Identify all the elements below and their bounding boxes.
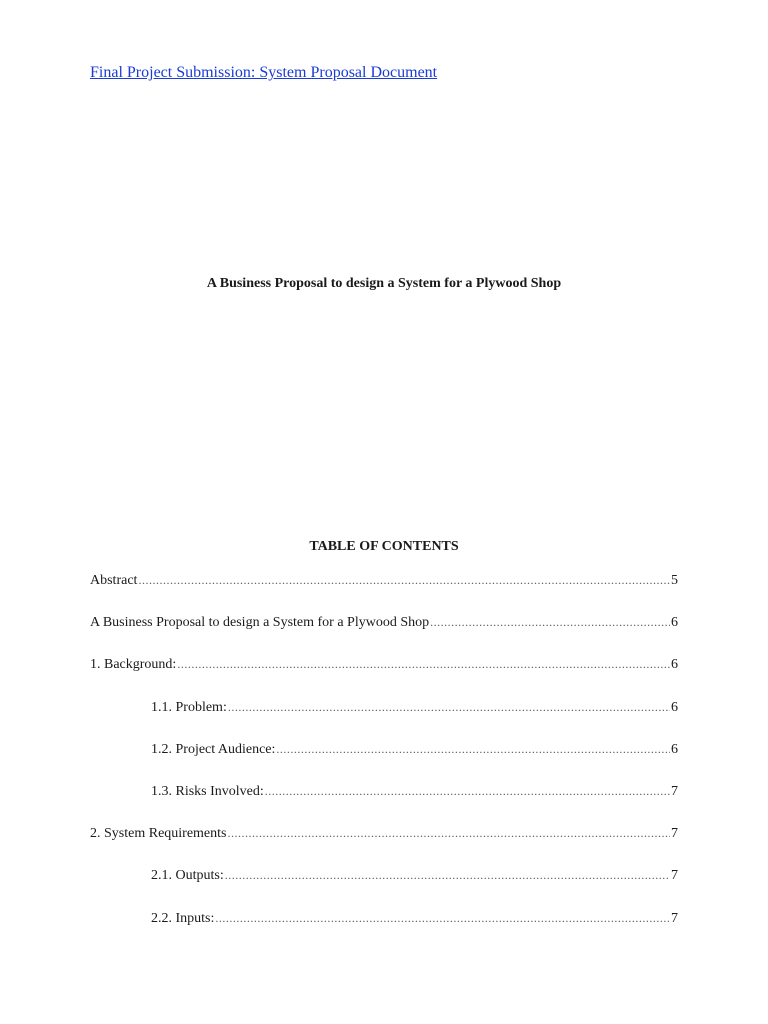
toc-entry-text: 1. Background: [90,657,177,673]
toc-entry-page: 5 [671,573,678,588]
toc-heading: TABLE OF CONTENTS [309,539,459,554]
document-title: A Business Proposal to design a System for a Plywood Shop [206,276,562,291]
toc-entry-page: 7 [671,826,678,842]
toc-entry-text: 2.2. Inputs: [151,910,215,926]
toc-entry-page: 6 [671,657,678,673]
toc-entry-outputs[interactable] [90,868,678,910]
toc-entry-page: 6 [671,699,678,715]
toc-entry-text: 2. System Requirements [90,826,227,842]
toc-entry-text: 1.1. Problem: [151,699,227,715]
toc-entry-page: 7 [671,910,678,926]
toc-entry-problem[interactable] [90,700,678,742]
toc-entry-page: 6 [671,615,678,631]
toc-leader-dots [228,700,670,715]
toc-entry-risks-involved[interactable] [90,784,678,826]
toc-leader-dots [228,826,671,841]
toc-entry-abstract[interactable] [90,573,678,615]
toc-entry-text: 2.1. Outputs: [151,868,224,884]
toc-entry-system-requirements[interactable] [90,826,678,868]
toc-leader-dots [225,868,670,883]
toc-entry-text: 1.2. Project Audience: [151,741,276,757]
toc-entry-inputs[interactable] [90,911,678,953]
toc-entry-page: 7 [671,868,678,884]
header-link[interactable]: Final Project Submission: System Proposal Document [90,64,438,81]
toc-entry-business-proposal[interactable] [90,615,678,657]
toc-leader-dots [430,615,670,630]
toc-entry-text: Abstract [90,573,138,588]
table-of-contents [90,573,678,953]
toc-entry-project-audience[interactable] [90,742,678,784]
toc-leader-dots [177,657,670,672]
toc-entry-page: 7 [671,783,678,799]
toc-leader-dots [215,911,670,926]
toc-entry-text: A Business Proposal to design a System for a Plywood Shop [90,615,430,631]
toc-leader-dots [138,573,670,588]
toc-entry-background[interactable] [90,657,678,699]
toc-entry-text: 1.3. Risks Involved: [151,783,264,799]
toc-leader-dots [276,742,670,757]
toc-leader-dots [265,784,670,799]
toc-entry-page: 6 [671,741,678,757]
